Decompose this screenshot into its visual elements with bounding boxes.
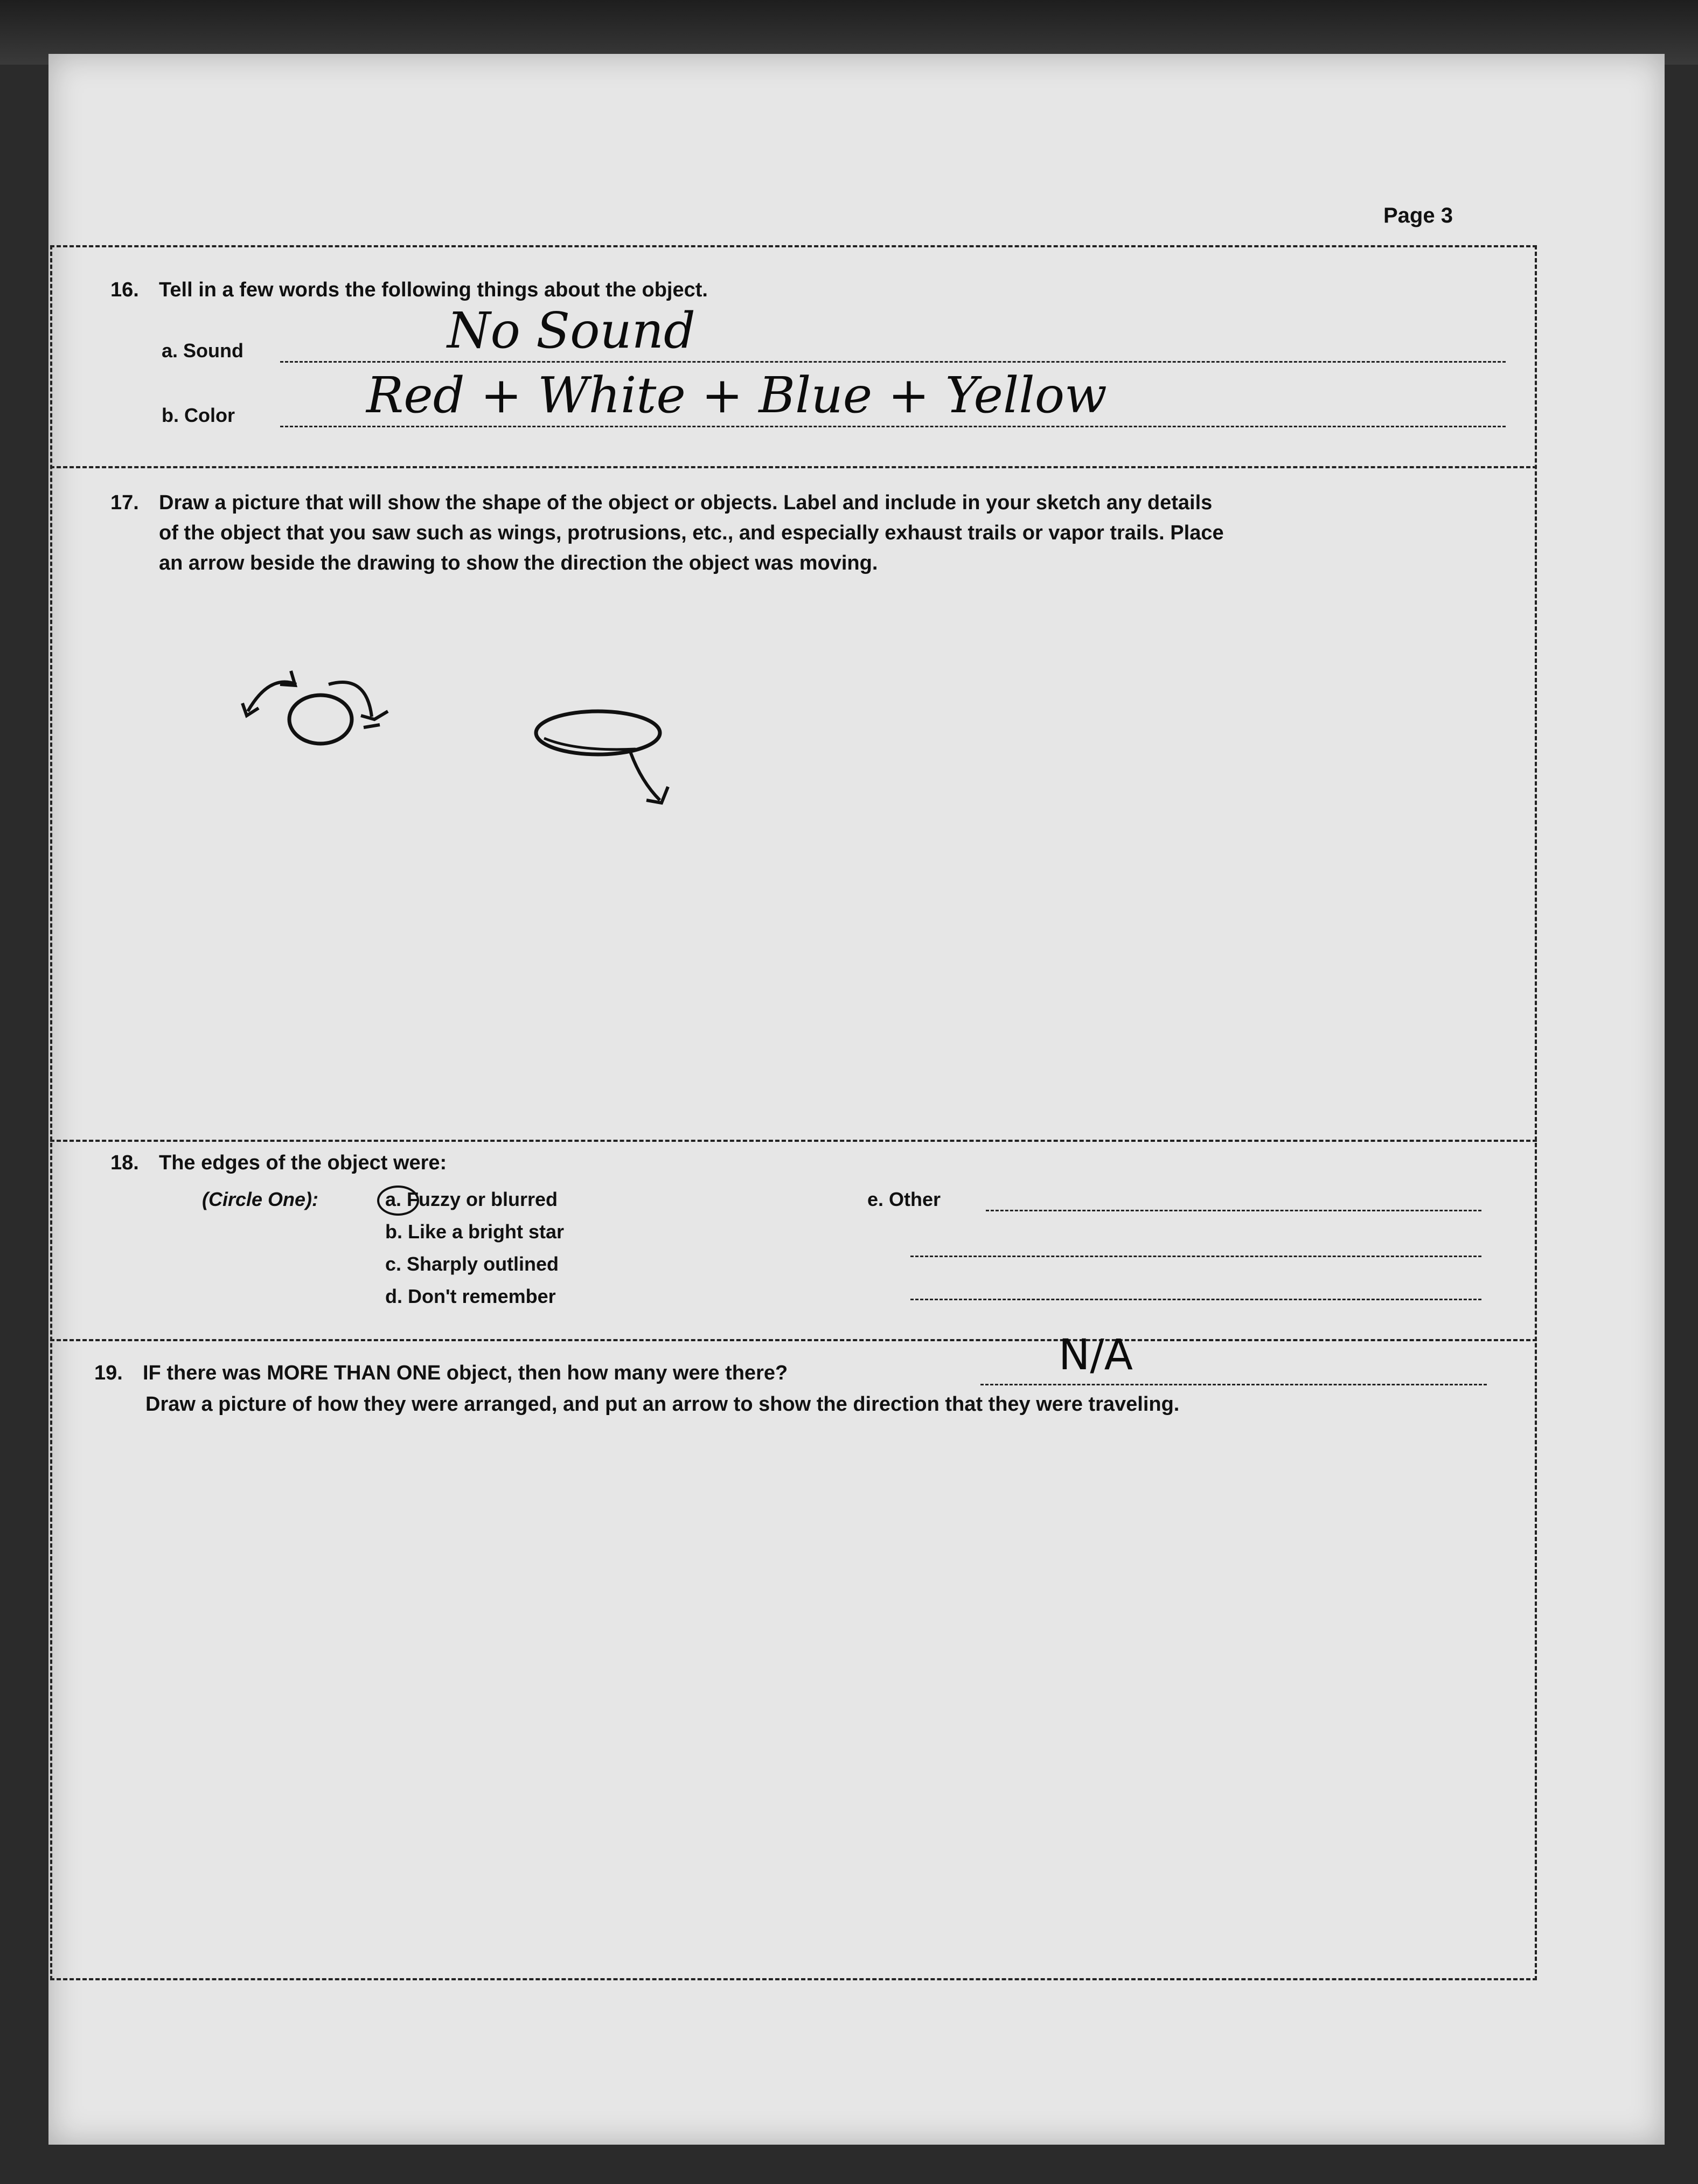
q19-number: 19. — [94, 1362, 123, 1384]
q16-color-answer[interactable]: Red + White + Blue + Yellow — [366, 366, 1107, 424]
q18-prompt — [110, 1148, 447, 1178]
q16-sound-label: a. Sound — [162, 339, 243, 362]
q18-option-d[interactable]: d. Don't remember — [385, 1285, 556, 1307]
q18-other-label: e. Other — [867, 1188, 941, 1210]
q18-other-line-3[interactable] — [910, 1299, 1481, 1300]
q18-prompt-text: The edges of the object were: — [159, 1152, 447, 1174]
q17-prompt-line2: of the object that you saw such as wings, protrusions, etc., and especially exhaust trails or vapor trails. Place — [159, 522, 1224, 544]
divider-18-19 — [50, 1339, 1537, 1341]
q16-color-line — [280, 426, 1506, 427]
q19-prompt-line2: Draw a picture of how they were arranged, and put an arrow to show the direction that they were traveling. — [145, 1393, 1180, 1416]
q18-option-c[interactable]: c. Sharply outlined — [385, 1253, 559, 1275]
q17-number: 17. — [110, 491, 139, 514]
divider-17-18 — [50, 1140, 1537, 1142]
divider-16-17 — [50, 466, 1537, 468]
q18-other-line-1[interactable] — [986, 1210, 1481, 1211]
q16-prompt-text: Tell in a few words the following things about the object. — [159, 279, 708, 301]
q16-number: 16. — [110, 279, 139, 301]
q19-count-answer[interactable]: N/A — [1059, 1331, 1133, 1379]
q19-prompt-line1: IF there was MORE THAN ONE object, then how many were there? — [143, 1362, 788, 1384]
q18-option-b[interactable]: b. Like a bright star — [385, 1221, 565, 1243]
q18-circle-one: (Circle One): — [202, 1188, 319, 1210]
q16-sound-line — [280, 361, 1506, 363]
q16-sound-answer[interactable]: No Sound — [447, 302, 695, 359]
q18-other-line-2[interactable] — [910, 1256, 1481, 1257]
sketch-object-with-arrows-icon — [226, 652, 404, 760]
q16-prompt — [110, 275, 708, 305]
q17-prompt-line3: an arrow beside the drawing to show the direction the object was moving. — [159, 552, 878, 574]
q17-prompt — [110, 488, 1212, 518]
page-number: Page 3 — [1383, 204, 1453, 227]
q19-prompt — [94, 1358, 788, 1388]
q17-prompt-line1: Draw a picture that will show the shape of the object or objects. Label and include in your sketch any details — [159, 491, 1213, 514]
sketch-oval-with-arrow-icon — [533, 701, 695, 819]
q18-option-a[interactable]: a. Fuzzy or blurred — [385, 1188, 558, 1210]
q16-color-label: b. Color — [162, 404, 235, 426]
q18-number: 18. — [110, 1152, 139, 1174]
q18-selected-circle-mark — [377, 1185, 419, 1216]
q19-count-line — [980, 1384, 1487, 1385]
